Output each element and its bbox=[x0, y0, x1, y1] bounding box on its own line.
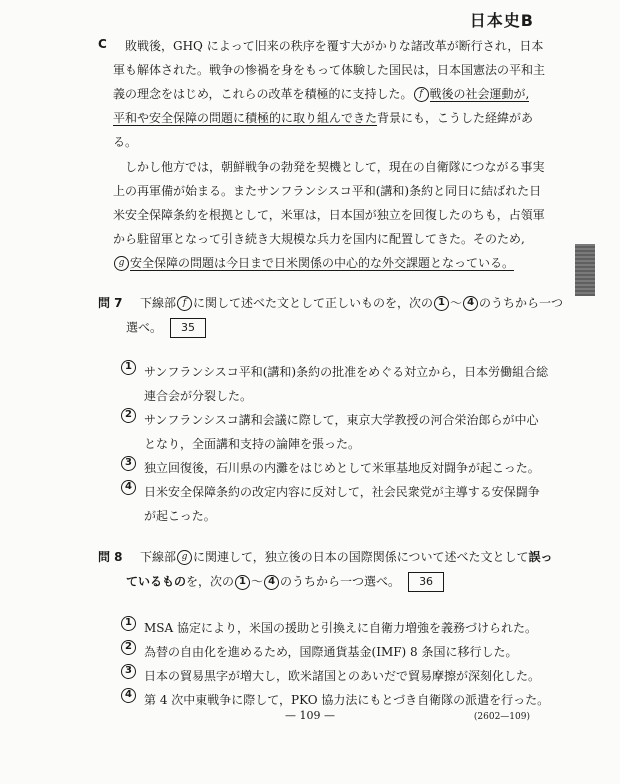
stem-text: に関して述べた文として正しいものを，次の bbox=[193, 296, 434, 310]
passage-line bbox=[113, 254, 514, 271]
document-code: (2602—109) bbox=[473, 712, 530, 722]
underline-marker-g: g bbox=[177, 550, 192, 565]
underlined-text-g: 安全保障の問題は今日まで日米関係の中心的な外交課題となっている。 bbox=[130, 256, 515, 270]
stem-text: 下線部 bbox=[140, 550, 177, 564]
subject-title: 日本史B bbox=[469, 11, 534, 30]
option-number: 2 bbox=[121, 408, 136, 423]
option-number: 2 bbox=[121, 640, 136, 655]
underlined-text-f: 戦後の社会運動が, bbox=[429, 87, 530, 101]
underline-marker-g: g bbox=[114, 256, 129, 271]
passage-text: 背景にも，こうした経緯があ bbox=[377, 111, 534, 125]
question-8-label: 問 8 bbox=[98, 550, 123, 564]
passage-line: 敗戦後，GHQ によって旧来の秩序を覆す大がかりな諸改革が断行され，日本 bbox=[125, 39, 544, 53]
option-item[interactable] bbox=[120, 456, 550, 480]
question-8-stem bbox=[140, 548, 553, 565]
passage-line: る。 bbox=[113, 135, 138, 149]
question-8-stem-line2 bbox=[126, 572, 444, 592]
stem-text: 下線部 bbox=[140, 296, 177, 310]
passage-line: から駐留軍となって引き続き大規模な兵力を国内に配置してきた。そのため, bbox=[113, 232, 525, 246]
stem-text: ～ bbox=[450, 296, 463, 310]
option-item[interactable] bbox=[120, 360, 550, 408]
option-text: 日米安全保障条約の改定内容に反対して，社会民衆党が主導する安保闘争が起こった。 bbox=[144, 485, 540, 523]
choice-number-4: 4 bbox=[463, 296, 478, 311]
stem-text: 選べ。 bbox=[126, 320, 163, 335]
underlined-text-f: 平和や安全保障の問題に積極的に取り組んできた bbox=[113, 111, 378, 125]
question-7-label: 問 7 bbox=[98, 296, 123, 310]
passage-line: 上の再軍備が始まる。またサンフランシスコ平和(講和)条約と同日に結ばれた日 bbox=[113, 184, 542, 198]
passage-text: 義の理念をはじめ，これらの改革を積極的に支持した。 bbox=[113, 87, 413, 101]
stem-text: に関連して，独立後の日本の国際関係について述べた文として bbox=[193, 550, 529, 564]
option-item[interactable] bbox=[120, 408, 550, 456]
option-text: サンフランシスコ講和会議に際して，東京大学教授の河合栄治郎らが中心となり，全面講和支持の論陣を張った。 bbox=[144, 413, 539, 451]
underline-marker-f: f bbox=[414, 87, 429, 102]
stem-emphasis: ているもの bbox=[126, 574, 187, 589]
passage-line bbox=[113, 109, 533, 126]
option-item[interactable] bbox=[120, 616, 550, 640]
stem-emphasis: 誤っ bbox=[528, 550, 553, 564]
passage-line: しかし他方では，朝鮮戦争の勃発を契機として，現在の自衛隊につながる事実 bbox=[125, 160, 545, 174]
option-item[interactable] bbox=[120, 664, 550, 688]
answer-box-36[interactable]: 36 bbox=[408, 572, 444, 592]
passage-line bbox=[113, 85, 529, 102]
stem-text: のうちから一つ選べ。 bbox=[280, 574, 401, 589]
option-text: サンフランシスコ平和(講和)条約の批准をめぐる対立から，日本労働組合総連合会が分裂した。 bbox=[144, 365, 549, 403]
stem-text: のうちから一つ bbox=[479, 296, 564, 310]
question-7-stem-line2 bbox=[126, 318, 206, 338]
index-tab-marker bbox=[575, 244, 595, 296]
option-text: 独立回復後，石川県の内灘をはじめとして米軍基地反対闘争が起こった。 bbox=[144, 461, 540, 475]
section-label: C bbox=[98, 37, 107, 51]
passage-line: 米安全保障条約を根拠として，米軍は，日本国が独立を回復したのちも，占領軍 bbox=[113, 208, 545, 222]
choice-number-1: 1 bbox=[434, 296, 449, 311]
underline-marker-f: f bbox=[177, 296, 192, 311]
answer-box-35[interactable]: 35 bbox=[170, 318, 206, 338]
passage-line: 軍も解体された。戦争の惨禍を身をもって体験した国民は，日本国憲法の平和主 bbox=[113, 63, 546, 77]
option-text: 日本の貿易黒字が増大し，欧米諸国とのあいだで貿易摩擦が深刻化した。 bbox=[144, 669, 541, 683]
option-number: 1 bbox=[121, 616, 136, 631]
stem-text: ～ bbox=[251, 574, 264, 589]
option-item[interactable] bbox=[120, 480, 550, 528]
option-number: 3 bbox=[121, 664, 136, 679]
question-7-stem bbox=[140, 294, 563, 311]
option-number: 4 bbox=[121, 688, 136, 703]
option-text: 為替の自由化を進めるため，国際通貨基金(IMF) 8 条国に移行した。 bbox=[144, 645, 518, 659]
option-number: 1 bbox=[121, 360, 136, 375]
choice-number-4: 4 bbox=[264, 575, 279, 590]
stem-text: を，次の bbox=[186, 574, 235, 589]
option-text: 第 4 次中東戦争に際して，PKO 協力法にもとづき自衛隊の派遣を行った。 bbox=[144, 693, 550, 707]
option-text: MSA 協定により，米国の援助と引換えに自衛力増強を義務づけられた。 bbox=[144, 621, 537, 635]
option-item[interactable] bbox=[120, 640, 550, 664]
page-number: — 109 — bbox=[285, 709, 335, 722]
option-number: 3 bbox=[121, 456, 136, 471]
choice-number-1: 1 bbox=[235, 575, 250, 590]
option-number: 4 bbox=[121, 480, 136, 495]
